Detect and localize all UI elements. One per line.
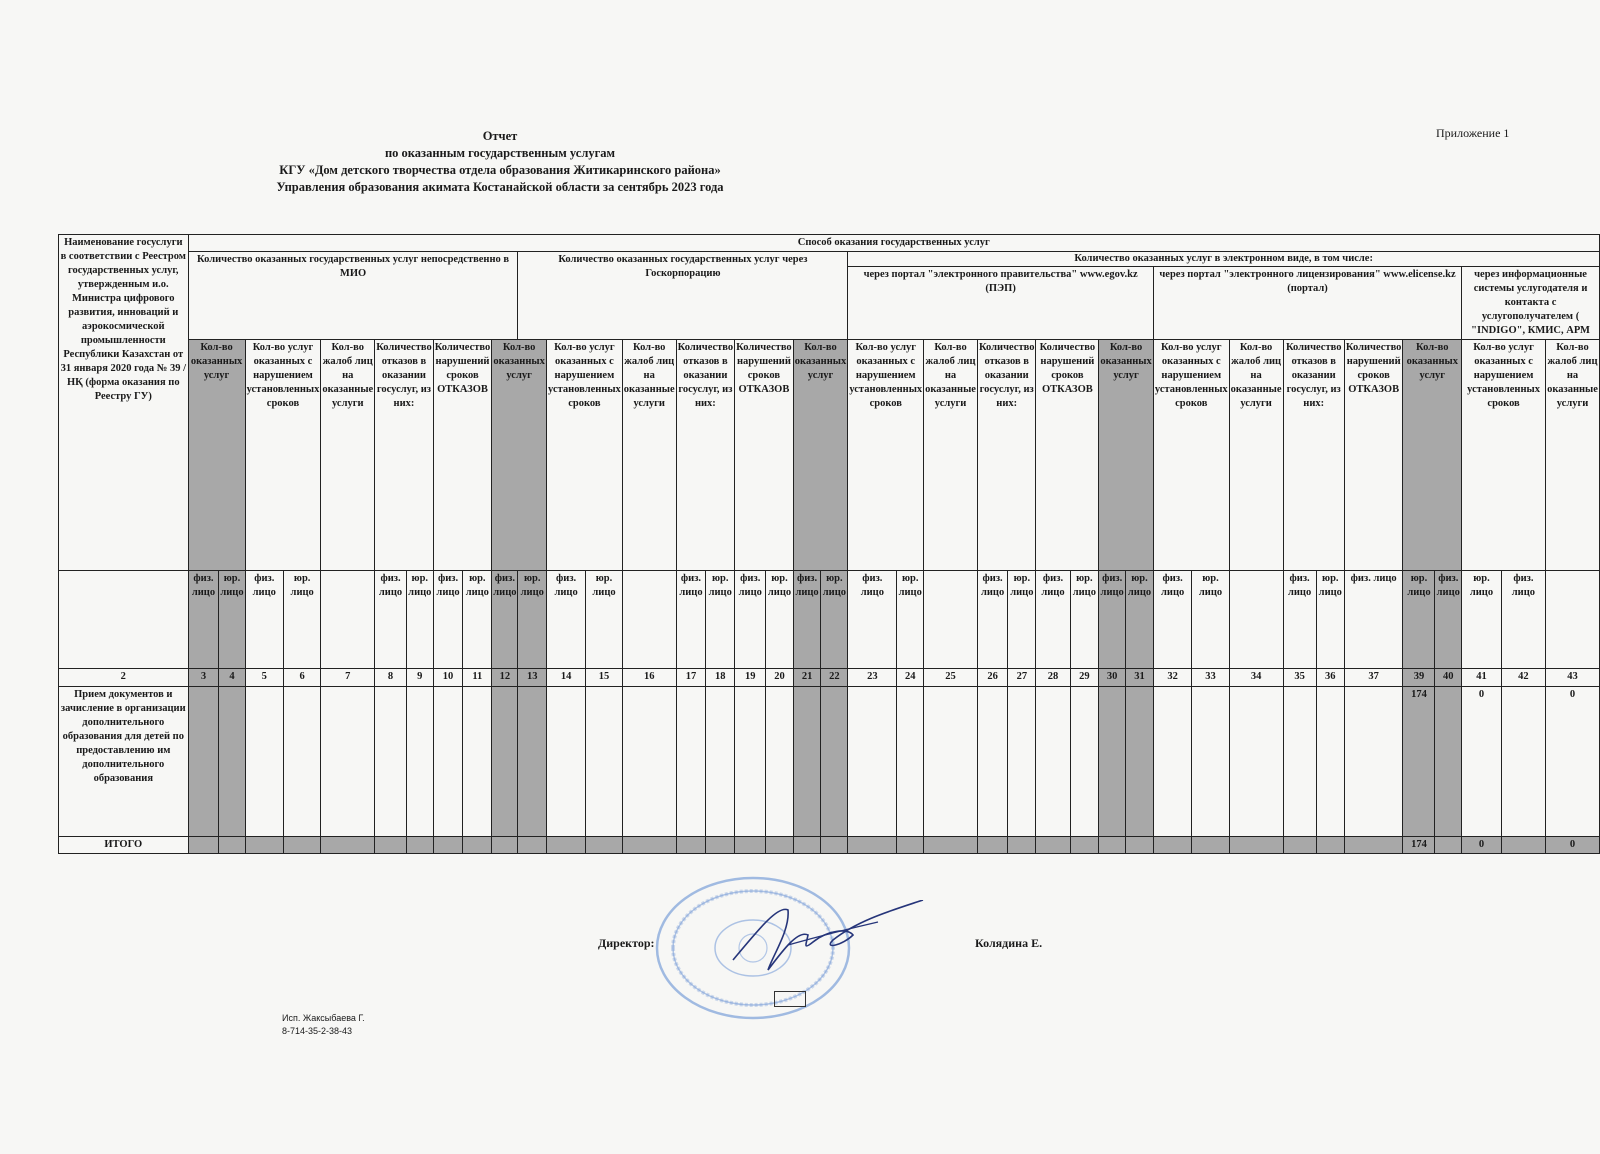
yur-label: юр. лицо xyxy=(1126,571,1154,669)
data-cell xyxy=(1316,687,1344,837)
itogo-cell xyxy=(463,837,492,854)
itogo-cell xyxy=(547,837,586,854)
data-cell xyxy=(1070,687,1099,837)
column-number: 33 xyxy=(1192,669,1229,687)
data-cell xyxy=(1008,687,1036,837)
column-number-row xyxy=(59,669,1600,687)
data-cell xyxy=(924,687,978,837)
info-systems-header: через информационные системы услугодателя и контакта с услугополучателем ( "INDIGO", КМИС, АРМ xyxy=(1462,267,1600,340)
yur-label: юр. лицо xyxy=(766,571,793,669)
itogo-cell xyxy=(766,837,793,854)
data-cell xyxy=(1099,687,1126,837)
column-number: 42 xyxy=(1501,669,1545,687)
director-label: Директор: xyxy=(598,936,655,950)
elicense-header: через портал "электронного лицензирования" www.elicense.kz (портал) xyxy=(1153,267,1461,340)
data-cell xyxy=(1344,687,1403,837)
mio-narusheniy-header: Количество нарушений сроков ОТКАЗОВ xyxy=(433,340,492,571)
itogo-cell xyxy=(375,837,407,854)
itogo-cell xyxy=(1036,837,1070,854)
column-number: 16 xyxy=(622,669,676,687)
fiz-label: физ. лицо xyxy=(793,571,821,669)
column-number: 8 xyxy=(375,669,407,687)
mio-kol-vo-header: Кол-во оказанных услуг xyxy=(188,340,245,571)
fiz-label: физ. лицо xyxy=(735,571,766,669)
is-zhalob-header: Кол-во жалоб лиц на оказанные услуги xyxy=(1546,340,1600,571)
itogo-label: ИТОГО xyxy=(59,837,189,854)
itogo-cell xyxy=(735,837,766,854)
fiz-label: физ. лицо xyxy=(848,571,897,669)
gk-zhalob-header: Кол-во жалоб лиц на оказанные услуги xyxy=(622,340,676,571)
yur-label: юр. лицо xyxy=(1316,571,1344,669)
column-number: 11 xyxy=(463,669,492,687)
data-cell xyxy=(977,687,1007,837)
itogo-cell xyxy=(793,837,821,854)
signature xyxy=(728,900,928,980)
elic-narushenie-header: Кол-во услуг оказанных с нарушением установленных сроков xyxy=(1153,340,1229,571)
itogo-cell xyxy=(924,837,978,854)
yur-label: юр. лицо xyxy=(897,571,924,669)
column-number: 29 xyxy=(1070,669,1099,687)
fiz-label: физ. лицо xyxy=(1283,571,1316,669)
itogo-cell: 174 xyxy=(1403,837,1435,854)
itogo-cell xyxy=(433,837,463,854)
is-narushenie-header: Кол-во услуг оказанных с нарушением установленных сроков xyxy=(1462,340,1546,571)
data-cell xyxy=(1229,687,1283,837)
fiz-yur-empty xyxy=(321,571,375,669)
elic-zhalob-header: Кол-во жалоб лиц на оказанные услуги xyxy=(1229,340,1283,571)
itogo-cell xyxy=(1435,837,1462,854)
director-name: Колядина Е. xyxy=(975,936,1043,950)
data-cell: 0 xyxy=(1462,687,1502,837)
data-cell xyxy=(848,687,897,837)
itogo-cell xyxy=(1070,837,1099,854)
data-cell xyxy=(406,687,433,837)
gk-kol-vo-header: Кол-во оказанных услуг xyxy=(492,340,547,571)
egov-otkazov-header: Количество отказов в оказании госуслуг, из них: xyxy=(977,340,1036,571)
yur-label: юр. лицо xyxy=(219,571,245,669)
executor-name: Исп. Жаксыбаева Г. xyxy=(282,1013,365,1023)
itogo-cell xyxy=(622,837,676,854)
stamp-box xyxy=(774,991,806,1007)
itogo-cell xyxy=(1344,837,1403,854)
data-cell xyxy=(1126,687,1154,837)
column-number: 2 xyxy=(59,669,189,687)
column-number: 39 xyxy=(1403,669,1435,687)
column-number: 31 xyxy=(1126,669,1154,687)
fiz-yur-empty xyxy=(924,571,978,669)
data-cell: 174 xyxy=(1403,687,1435,837)
yur-label: юр. лицо xyxy=(1192,571,1229,669)
gk-narusheniy-header: Количество нарушений сроков ОТКАЗОВ xyxy=(735,340,794,571)
fiz-yur-empty xyxy=(1229,571,1283,669)
title-line-2: по оказанным государственным услугам xyxy=(384,146,616,160)
executor-phone: 8-714-35-2-38-43 xyxy=(282,1026,353,1036)
column-number: 22 xyxy=(821,669,848,687)
fiz-label: физ. лицо xyxy=(188,571,219,669)
title-line-1: Отчет xyxy=(482,129,518,143)
itogo-cell xyxy=(1153,837,1191,854)
itogo-cell xyxy=(1126,837,1154,854)
data-cell xyxy=(1036,687,1070,837)
data-cell xyxy=(706,687,735,837)
fiz-label: физ. лицо xyxy=(1435,571,1462,669)
itogo-cell xyxy=(706,837,735,854)
service-name-cell: Прием документов и зачисление в организации дополнительного образования для детей по предоставлению им дополнительного образования xyxy=(59,687,189,837)
data-cell xyxy=(735,687,766,837)
data-cell xyxy=(492,687,518,837)
fiz-label: физ. лицо xyxy=(492,571,518,669)
fiz-label: физ. лицо xyxy=(1099,571,1126,669)
mio-narushenie-header: Кол-во услуг оказанных с нарушением установленных сроков xyxy=(245,340,321,571)
yur-label: юр. лицо xyxy=(1008,571,1036,669)
data-cell xyxy=(245,687,283,837)
itogo-cell xyxy=(245,837,283,854)
fiz-label: физ. лицо xyxy=(375,571,407,669)
fiz-label: физ. лицо xyxy=(1344,571,1403,669)
column-number: 21 xyxy=(793,669,821,687)
yur-label: юр. лицо xyxy=(821,571,848,669)
column-number: 3 xyxy=(188,669,219,687)
report-title xyxy=(200,128,800,196)
data-cell xyxy=(321,687,375,837)
column-number: 35 xyxy=(1283,669,1316,687)
fiz-label: физ. лицо xyxy=(1501,571,1545,669)
yur-label: юр. лицо xyxy=(406,571,433,669)
yur-label: юр. лицо xyxy=(1462,571,1502,669)
itogo-cell xyxy=(821,837,848,854)
elic-kol-vo-header: Кол-во оказанных услуг xyxy=(1099,340,1154,571)
fiz-yur-row xyxy=(59,571,1600,669)
column-number: 13 xyxy=(518,669,547,687)
itogo-cell xyxy=(848,837,897,854)
column-number: 4 xyxy=(219,669,245,687)
method-header: Способ оказания государственных услуг xyxy=(188,235,1599,252)
elic-otkazov-header: Количество отказов в оказании госуслуг, из них: xyxy=(1283,340,1344,571)
column-number: 27 xyxy=(1008,669,1036,687)
appendix-label: Приложение 1 xyxy=(1436,126,1510,140)
yur-label: юр. лицо xyxy=(586,571,623,669)
fiz-yur-empty xyxy=(1546,571,1600,669)
column-number: 43 xyxy=(1546,669,1600,687)
column-number: 30 xyxy=(1099,669,1126,687)
itogo-cell xyxy=(321,837,375,854)
title-line-4: Управления образования акимата Костанайской области за сентябрь 2023 года xyxy=(276,180,724,194)
fiz-yur-empty xyxy=(622,571,676,669)
report-table xyxy=(58,234,1600,854)
egov-header: через портал "электронного правительства" www.egov.kz (ПЭП) xyxy=(848,267,1154,340)
column-number: 7 xyxy=(321,669,375,687)
column-number: 41 xyxy=(1462,669,1502,687)
fiz-yur-blank xyxy=(59,571,189,669)
itogo-cell xyxy=(977,837,1007,854)
service-name-header: Наименование госуслуги в соответствии с Реестром государственных услуг, утвержденным и.о. Министра цифрового развития, инноваций и аэрокосмической промышленности Республики Казахстан от 31 января 2020 года № 39 / НҚ (форма оказания по Реестру ГУ) xyxy=(59,235,189,571)
column-number: 17 xyxy=(676,669,706,687)
gk-otkazov-header: Количество отказов в оказании госуслуг, из них: xyxy=(676,340,735,571)
gk-narushenie-header: Кол-во услуг оказанных с нарушением установленных сроков xyxy=(547,340,623,571)
fiz-label: физ. лицо xyxy=(977,571,1007,669)
fiz-label: физ. лицо xyxy=(245,571,283,669)
egov-kol-vo-header: Кол-во оказанных услуг xyxy=(793,340,848,571)
itogo-cell xyxy=(1008,837,1036,854)
data-cell xyxy=(1283,687,1316,837)
itogo-cell: 0 xyxy=(1546,837,1600,854)
group-electronic-header: Количество оказанных услуг в электронном виде, в том числе: xyxy=(848,252,1600,267)
data-cell xyxy=(463,687,492,837)
itogo-cell: 0 xyxy=(1462,837,1502,854)
data-cell xyxy=(547,687,586,837)
mio-zhalob-header: Кол-во жалоб лиц на оказанные услуги xyxy=(321,340,375,571)
yur-label: юр. лицо xyxy=(1070,571,1099,669)
column-number: 20 xyxy=(766,669,793,687)
yur-label: юр. лицо xyxy=(518,571,547,669)
itogo-cell xyxy=(492,837,518,854)
data-cell xyxy=(433,687,463,837)
column-number: 9 xyxy=(406,669,433,687)
itogo-cell xyxy=(284,837,321,854)
column-number: 18 xyxy=(706,669,735,687)
column-number: 28 xyxy=(1036,669,1070,687)
mio-otkazov-header: Количество отказов в оказании госуслуг, из них: xyxy=(375,340,434,571)
fiz-label: физ. лицо xyxy=(1036,571,1070,669)
column-number: 23 xyxy=(848,669,897,687)
data-cell xyxy=(586,687,623,837)
column-number: 40 xyxy=(1435,669,1462,687)
column-number: 10 xyxy=(433,669,463,687)
data-cell xyxy=(897,687,924,837)
column-number: 26 xyxy=(977,669,1007,687)
yur-label: юр. лицо xyxy=(706,571,735,669)
yur-label: юр. лицо xyxy=(1403,571,1435,669)
column-number: 5 xyxy=(245,669,283,687)
itogo-cell xyxy=(1283,837,1316,854)
column-number: 6 xyxy=(284,669,321,687)
data-cell xyxy=(375,687,407,837)
itogo-cell xyxy=(1099,837,1126,854)
fiz-label: физ. лицо xyxy=(676,571,706,669)
itogo-cell xyxy=(1229,837,1283,854)
data-cell xyxy=(188,687,219,837)
executor-block xyxy=(282,1012,365,1038)
data-cell xyxy=(284,687,321,837)
egov-zhalob-header: Кол-во жалоб лиц на оказанные услуги xyxy=(924,340,978,571)
column-number: 36 xyxy=(1316,669,1344,687)
column-number: 34 xyxy=(1229,669,1283,687)
itogo-cell xyxy=(188,837,219,854)
yur-label: юр. лицо xyxy=(463,571,492,669)
column-number: 32 xyxy=(1153,669,1191,687)
data-cell xyxy=(219,687,245,837)
data-cell xyxy=(676,687,706,837)
title-line-3: КГУ «Дом детского творчества отдела образования Житикаринского района» xyxy=(279,163,721,177)
data-cell xyxy=(821,687,848,837)
table-row xyxy=(59,687,1600,837)
itogo-row xyxy=(59,837,1600,854)
fiz-label: физ. лицо xyxy=(433,571,463,669)
itogo-cell xyxy=(897,837,924,854)
is-kol-vo-header: Кол-во оказанных услуг xyxy=(1403,340,1462,571)
data-cell xyxy=(1192,687,1229,837)
column-number: 19 xyxy=(735,669,766,687)
egov-narushenie-header: Кол-во услуг оказанных с нарушением установленных сроков xyxy=(848,340,924,571)
elic-narusheniy-header: Количество нарушений сроков ОТКАЗОВ xyxy=(1344,340,1403,571)
itogo-cell xyxy=(406,837,433,854)
column-number: 37 xyxy=(1344,669,1403,687)
itogo-cell xyxy=(676,837,706,854)
itogo-cell xyxy=(1316,837,1344,854)
data-cell xyxy=(793,687,821,837)
column-number: 14 xyxy=(547,669,586,687)
data-cell: 0 xyxy=(1546,687,1600,837)
itogo-cell xyxy=(1501,837,1545,854)
itogo-cell xyxy=(518,837,547,854)
data-cell xyxy=(1501,687,1545,837)
itogo-cell xyxy=(219,837,245,854)
data-cell xyxy=(622,687,676,837)
data-cell xyxy=(1153,687,1191,837)
group-mio-header: Количество оказанных государственных услуг непосредственно в МИО xyxy=(188,252,518,340)
data-cell xyxy=(766,687,793,837)
column-number: 15 xyxy=(586,669,623,687)
column-number: 12 xyxy=(492,669,518,687)
column-number: 25 xyxy=(924,669,978,687)
itogo-cell xyxy=(1192,837,1229,854)
itogo-cell xyxy=(586,837,623,854)
data-cell xyxy=(1435,687,1462,837)
group-gk-header: Количество оказанных государственных услуг через Госкорпорацию xyxy=(518,252,848,340)
fiz-label: физ. лицо xyxy=(547,571,586,669)
yur-label: юр. лицо xyxy=(284,571,321,669)
egov-narusheniy-header: Количество нарушений сроков ОТКАЗОВ xyxy=(1036,340,1099,571)
fiz-label: физ. лицо xyxy=(1153,571,1191,669)
column-number: 24 xyxy=(897,669,924,687)
data-cell xyxy=(518,687,547,837)
